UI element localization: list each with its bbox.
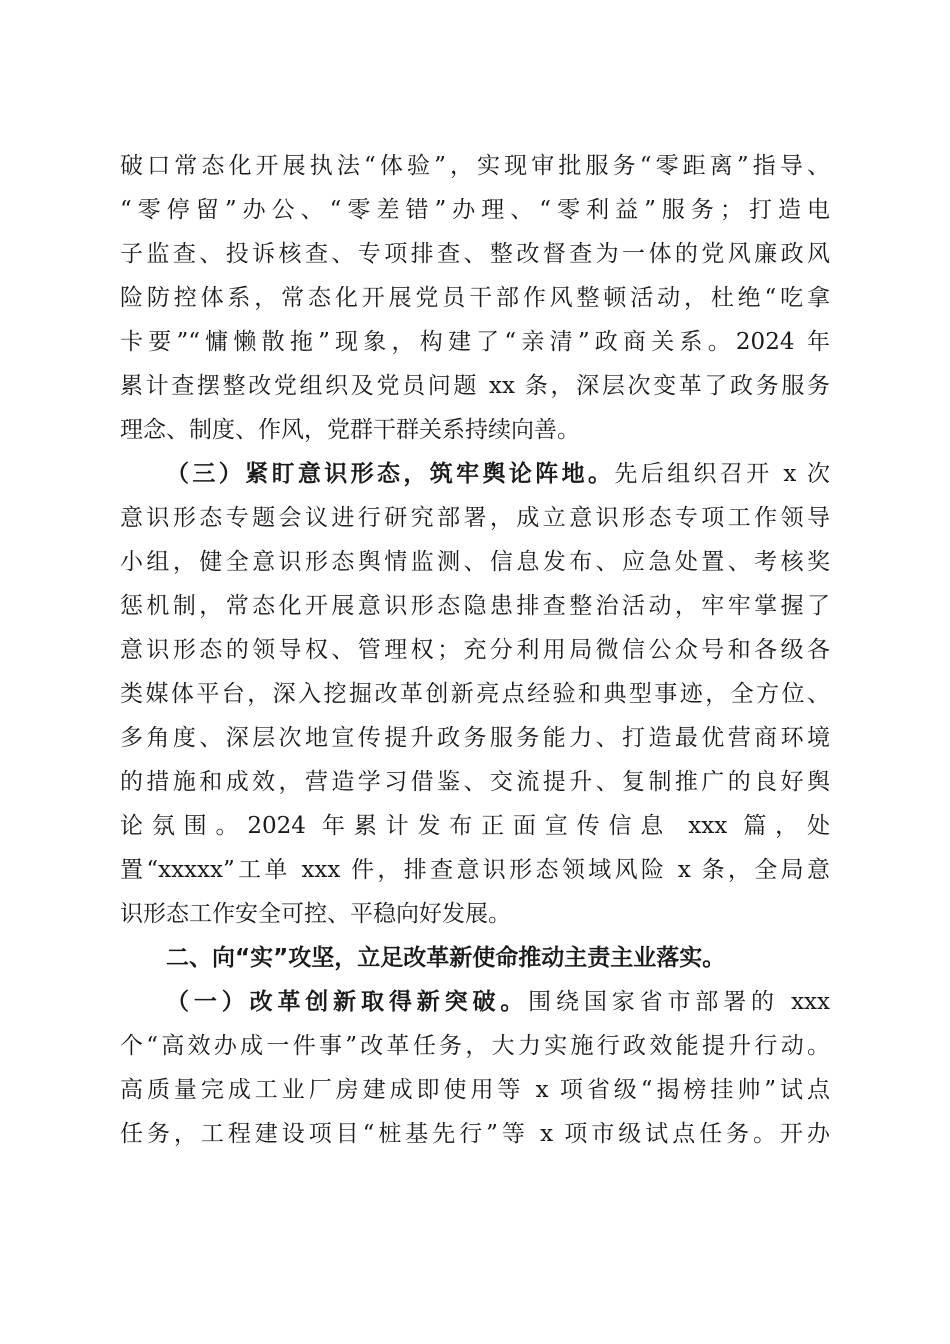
paragraph-3-first-line [166, 986, 830, 1018]
paragraph-2-line-11: 识形态工作安全可控、平稳向好发展。 [120, 901, 511, 927]
paragraph-1-line-4: 险防控体系，常态化开展党员干部作风整顿活动，杜绝“吃拿 [120, 285, 830, 311]
paragraph-2-line-6: 类媒体平台，深入挖掘改革创新亮点经验和典型事迹，全方位、 [120, 681, 830, 707]
paragraph-1-line-3: 子监查、投诉核查、专项排查、整改督查为一体的党风廉政风 [120, 241, 830, 267]
paragraph-1-line-1: 破口常态化开展执法“体验”，实现审批服务“零距离”指导、 [120, 153, 830, 179]
paragraph-2-line-10: 置“xxxxx”工单 xxx 件，排查意识形态领域风险 x 条，全局意 [120, 857, 830, 883]
paragraph-1-line-6: 累计查摆整改党组织及党员问题 xx 条，深层次变革了政务服务 [120, 373, 830, 399]
paragraph-1-line-5: 卡要”“慵懒散拖”现象，构建了“亲清”政商关系。2024 年 [120, 329, 830, 355]
paragraph-3-line-3: 高质量完成工业厂房建成即使用等 x 项省级“揭榜挂帅”试点 [120, 1077, 830, 1103]
paragraph-3-first-rest: 围绕国家省市部署的 xxx [528, 989, 830, 1015]
section-2-1-subheading: （一）改革创新取得新突破。 [166, 988, 529, 1015]
paragraph-2-line-2: 意识形态专题会议进行研究部署，成立意识形态专项工作领导 [120, 505, 830, 531]
paragraph-2-line-8: 的措施和成效，营造学习借鉴、交流提升、复制推广的良好舆 [120, 769, 830, 795]
section-2-heading: 二、向“实”攻坚，立足改革新使命推动主责主业落实。 [166, 945, 726, 971]
paragraph-3-line-4: 任务，工程建设项目“桩基先行”等 x 项市级试点任务。开办 [120, 1121, 830, 1147]
paragraph-2-first-rest: 先后组织召开 x 次 [614, 461, 831, 487]
paragraph-3-line-2: 个“高效办成一件事”改革任务，大力实施行政效能提升行动。 [120, 1033, 830, 1059]
paragraph-2-line-4: 惩机制，常态化开展意识形态隐患排查整治活动，牢牢掌握了 [120, 593, 830, 619]
paragraph-2-line-9: 论氛围。2024 年累计发布正面宣传信息 xxx 篇，处 [120, 813, 830, 839]
paragraph-2-line-3: 小组，健全意识形态舆情监测、信息发布、应急处置、考核奖 [120, 549, 830, 575]
paragraph-2-line-5: 意识形态的领导权、管理权；充分利用局微信公众号和各级各 [120, 637, 830, 663]
paragraph-2-first-line [166, 458, 830, 490]
paragraph-2-line-7: 多角度、深层次地宣传提升政务服务能力、打造最优营商环境 [120, 725, 830, 751]
paragraph-1-line-2: “零停留”办公、“零差错”办理、“零利益”服务；打造电 [120, 197, 830, 223]
section-3-subheading: （三）紧盯意识形态，筑牢舆论阵地。 [166, 460, 615, 487]
paragraph-1-line-7: 理念、制度、作风，党群干群关系持续向善。 [120, 417, 580, 443]
